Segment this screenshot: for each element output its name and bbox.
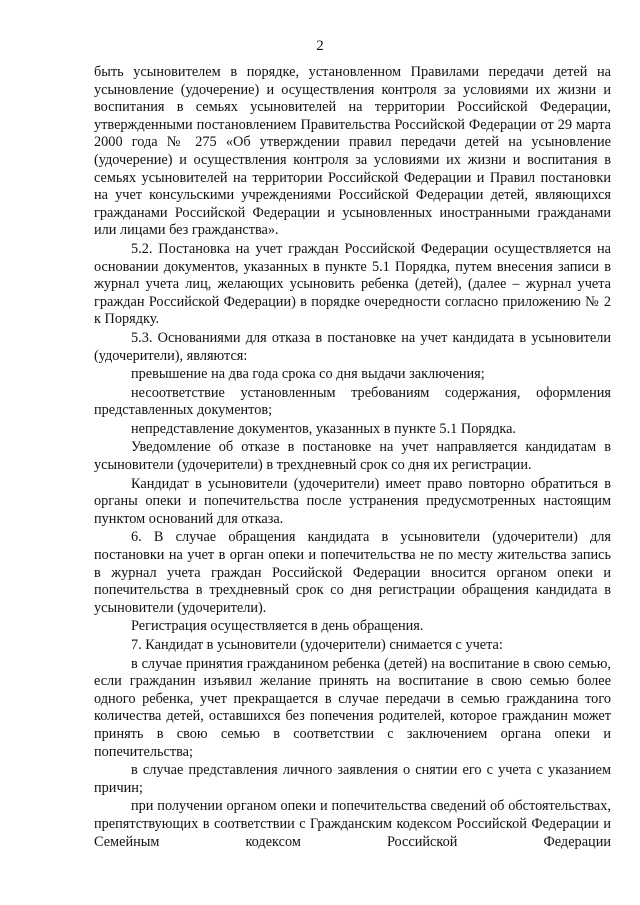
list-item-obstacles: при получении органом опеки и попечительства сведений об обстоятельствах, препятствующих в соответствии с Гражданским кодексом Российской Федерации и Семейным кодексом Российской Федерации [94,798,611,850]
document-body [94,64,611,852]
paragraph-5-3: 5.3. Основаниями для отказа в постановке на учет кандидата в усыновители (удочерители), являются: [94,329,611,364]
list-item-child-accepted: в случае принятия гражданином ребенка (детей) на воспитание в свою семью, если гражданин изъявил желание принять на воспитание в свою семью более одного ребенка, учет прекращается в случае передачи в семью гражданина того количества детей, оставшихся без попечения родителей, которое гражданин может принять в свою семью в соответствии с заключением органа опеки и попечительства; [94,655,611,760]
list-item-personal-statement: в случае представления личного заявления о снятии его с учета с указанием причин; [94,762,611,796]
paragraph-continuation: быть усыновителем в порядке, установленном Правилами передачи детей на усыновление (удочерение) и осуществления контроля за условиями их жизни и воспитания в семьях усыновителей на территории Российской Федерации, утвержденными постановлением Правительства Российской Федерации от 29 марта 2000 года № 275 «Об утверждении правил передачи детей на усыновление (удочерение) и осуществления контроля за условиями их жизни и воспитания в семьях усыновителей на территории Российской Федерации и Правил постановки на учет консульскими учреждениями Российской Федерации детей, являющихся гражданами Российской Федерации и усыновленных иностранными гражданами или лицами без гражданства». [94,64,611,239]
paragraph-6: 6. В случае обращения кандидата в усыновители (удочерители) для постановки на учет в орган опеки и попечительства не по месту жительства запись в журнал учета граждан Российской Федерации вносится органом опеки и попечительства в трехдневный срок со дня регистрации обращения кандидата в усыновители (удочерители). [94,529,611,616]
paragraph-reapply-right: Кандидат в усыновители (удочерители) имеет право повторно обратиться в органы опеки и попечительства после устранения предусмотренных настоящим пунктом оснований для отказа. [94,475,611,527]
list-item-expired-term: превышение на два года срока со дня выдачи заключения; [131,366,485,383]
page-number: 2 [316,38,324,54]
paragraph-registration-day: Регистрация осуществляется в день обращения. [131,618,424,635]
paragraph-7: 7. Кандидат в усыновители (удочерители) снимается с учета: [131,637,503,653]
list-item-noncompliance: несоответствие установленным требованиям содержания, оформления представленных документов; [94,384,611,419]
paragraph-refusal-notice: Уведомление об отказе в постановке на учет направляется кандидатам в усыновители (удочерители) в трехдневный срок со дня их регистрации. [94,439,611,474]
list-item-missing-documents: непредставление документов, указанных в пункте 5.1 Порядка. [131,420,516,437]
paragraph-5-2: 5.2. Постановка на учет граждан Российской Федерации осуществляется на основании документов, указанных в пункте 5.1 Порядка, путем внесения записи в журнал учета лиц, желающих усыновить ребенка (детей), (далее – журнал учета граждан Российской Федерации) в порядке очередности согласно приложению № 2 к Порядку. [94,240,611,328]
